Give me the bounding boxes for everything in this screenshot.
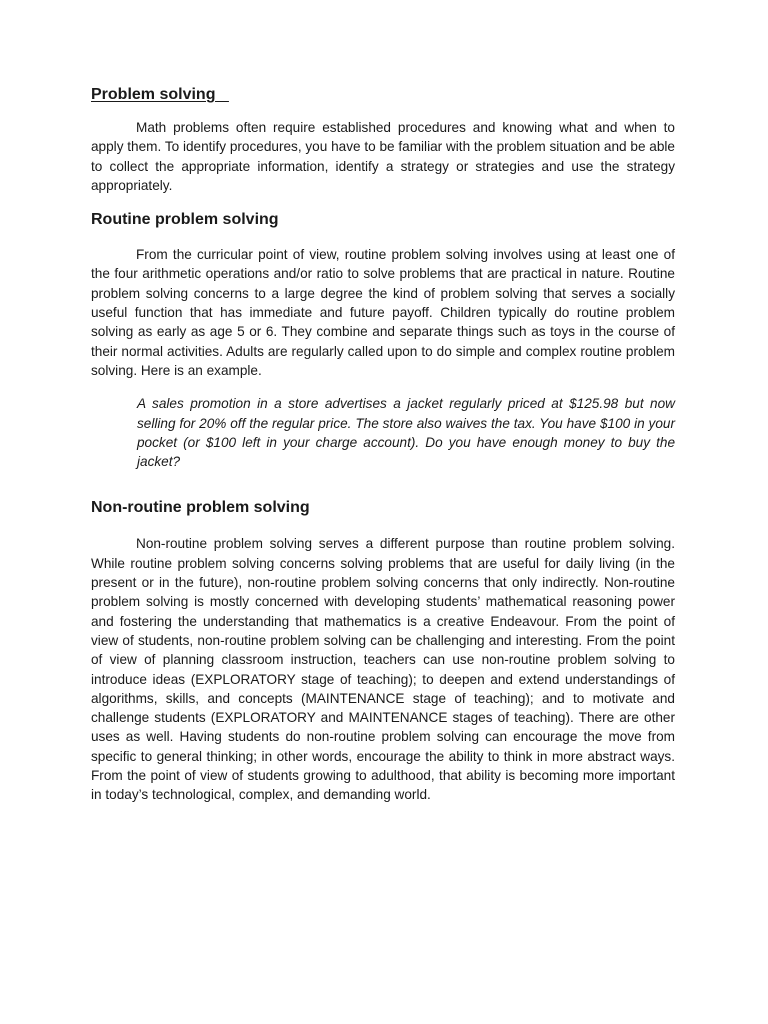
example-problem-quote: A sales promotion in a store advertises a jacket regularly priced at $125.98 but now selling for 20% off the regular price. The store also waives the tax. You have $100 in your pocket (or $100 left in your charge account). Do you have enough money to buy the jacket?	[137, 396, 675, 470]
section-heading-routine-problem-solving: Routine problem solving	[91, 211, 279, 229]
section-paragraph-problem-solving: Math problems often require established procedures and knowing what and when to apply them. To identify procedures, you have to be familiar with the problem situation and be able to collect the appropriate information, identify a strategy or strategies and use the strategy appropriately.	[91, 120, 675, 193]
section-paragraph-non-routine-problem-solving: Non-routine problem solving serves a different purpose than routine problem solving. While routine problem solving concerns solving problems that are useful for daily living (in the present or in the future), non-routine problem solving concerns that only indirectly. Non-routine problem solving is mostly concerned with developing students’ mathematical reasoning power and fostering the understanding that mathematics is a creative Endeavour. From the point of view of students, non-routine problem solving can be challenging and interesting. From the point of view of planning classroom instruction, teachers can use non-routine problem solving to introduce ideas (EXPLORATORY stage of teaching); to deepen and extend understandings of algorithms, skills, and concepts (MAINTENANCE stage of teaching); and to motivate and challenge students (EXPLORATORY and MAINTENANCE stages of teaching). There are other uses as well. Having students do non-routine problem solving can encourage the move from specific to general thinking; in other words, encourage the ability to think in more abstract ways. From the point of view of students growing to adulthood, that ability is becoming more important in today’s technological, complex, and demanding world.	[91, 536, 675, 803]
section-heading-problem-solving: Problem solving	[91, 86, 216, 103]
section-heading-non-routine-problem-solving: Non-routine problem solving	[91, 499, 310, 517]
section-paragraph-routine-problem-solving: From the curricular point of view, routine problem solving involves using at least one of the four arithmetic operations and/or ratio to solve problems that are practical in nature. Routine problem solving concerns to a large degree the kind of problem solving that serves a socially useful function that has immediate and future payoff. Children typically do routine problem solving as early as age 5 or 6. They combine and separate things such as toys in the course of their normal activities. Adults are regularly called upon to do simple and complex routine problem solving. Here is an example.	[91, 247, 675, 378]
document-page	[91, 84, 675, 805]
